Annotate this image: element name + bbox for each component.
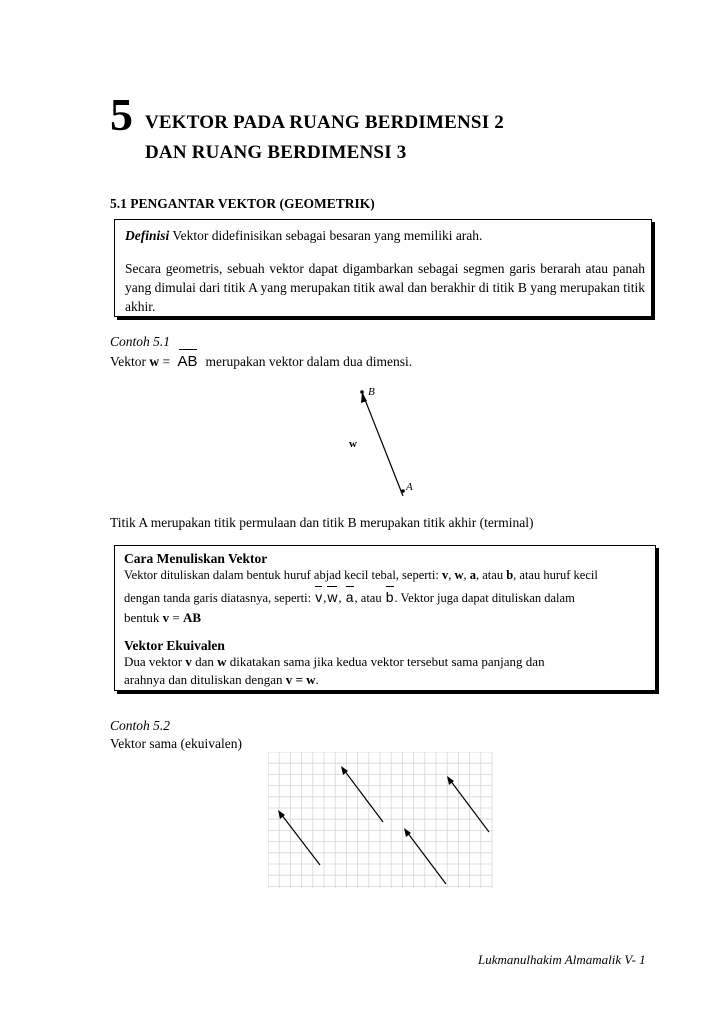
point-a: [401, 489, 405, 493]
example1-prefix: Vektor: [110, 354, 150, 369]
page-number: 1: [639, 952, 646, 967]
definition-term: Definisi: [125, 228, 170, 243]
equivalent-dan: dan: [191, 654, 218, 669]
equivalent-line2-dot: .: [315, 672, 319, 687]
definition-paragraph: Secara geometris, sebuah vektor dapat digambarkan sebagai segmen garis berarah atau panah yang dimulai dari titik A yang merupakan titik awal dan berakhir di titik B yang merupakan titik akhir.: [125, 261, 645, 314]
notation-line3-text: bentuk: [124, 610, 163, 625]
example2-subtitle: Vektor sama (ekuivalen): [110, 736, 242, 751]
notation-line1: [124, 568, 650, 583]
notation-line2-end: . Vektor juga dapat dituliskan dalam: [394, 591, 575, 605]
overline-b: b: [385, 589, 394, 605]
example1-line: [110, 353, 412, 370]
definition-box: [114, 219, 652, 317]
notation-sep: ,: [338, 591, 342, 605]
notation-comma: ,: [463, 568, 470, 582]
notation-line1-end: , atau huruf kecil: [513, 568, 598, 582]
overline-w: w: [327, 589, 338, 605]
equivalent-line2-text: arahnya dan dituliskan dengan: [124, 672, 286, 687]
notation-a: a: [469, 568, 476, 582]
equivalent-heading: Vektor Ekuivalen: [124, 638, 225, 653]
equivalent-line2-v: v: [285, 672, 293, 687]
overline-v: v: [315, 589, 323, 605]
footer: [478, 952, 646, 968]
notation-box: [114, 545, 656, 691]
equivalent-line1-end: dikatakan sama jika kedua vektor tersebut sama panjang dan: [226, 654, 545, 669]
equivalent-v: v: [185, 654, 192, 669]
chapter-number: 5: [110, 89, 133, 140]
notation-line3: [124, 610, 201, 626]
notation-b: b: [506, 568, 514, 582]
section-title: 5.1 PENGANTAR VEKTOR (GEOMETRIK): [110, 196, 375, 211]
notation-atau: , atau: [476, 568, 507, 582]
vector-w-figure: [340, 380, 440, 500]
footer-author: Lukmanulhakim Almamalik V-: [478, 952, 640, 967]
label-b: B: [368, 386, 375, 398]
chapter-title-line2: DAN RUANG BERDIMENSI 3: [145, 142, 407, 163]
chapter-title-line1: VEKTOR PADA RUANG BERDIMENSI 2: [145, 112, 504, 133]
grid-lines: [268, 752, 492, 888]
overline-a: a: [345, 589, 354, 605]
notation-comma: ,: [448, 568, 455, 582]
notation-v: v: [441, 568, 449, 582]
equivalent-w: w: [217, 654, 227, 669]
label-w: w: [349, 438, 357, 450]
equivalent-line2-w: w: [306, 672, 316, 687]
notation-line3-v: v: [162, 610, 170, 625]
definition-text: Vektor didefinisikan sebagai besaran yang memiliki arah.: [169, 228, 483, 243]
notation-heading: Cara Menuliskan Vektor: [124, 551, 268, 566]
example1-var: w: [149, 354, 160, 369]
example1-eq: =: [159, 354, 174, 369]
equivalent-line1: [124, 654, 545, 670]
example1-suffix: merupakan vektor dalam dua dimensi.: [205, 354, 413, 369]
equivalent-line2-eq: =: [292, 672, 307, 687]
example2-heading: Contoh 5.2: [110, 718, 171, 733]
notation-line2-text: dengan tanda garis diatasnya, seperti:: [124, 591, 315, 605]
notation-sep: , atau: [354, 591, 382, 605]
example1-heading: Contoh 5.1: [110, 334, 171, 349]
notation-w: w: [454, 568, 464, 582]
point-b: [360, 390, 364, 394]
notation-line1-text: Vektor dituliskan dalam bentuk huruf abjad kecil tebal, seperti:: [124, 568, 442, 582]
arrow-4: [447, 776, 489, 832]
arrow-1: [278, 810, 320, 865]
vector-w-shaft: [362, 392, 403, 496]
notation-sep: ,: [323, 591, 327, 605]
example1-caption: Titik A merupakan titik permulaan dan titik B merupakan titik akhir (terminal): [110, 515, 534, 530]
equivalent-line2: [124, 672, 319, 688]
notation-line2: [124, 589, 650, 606]
definition-line: [125, 228, 482, 244]
label-a: A: [406, 481, 413, 493]
notation-line3-eq: =: [169, 610, 183, 625]
equivalent-line1-text: Dua vektor: [124, 654, 186, 669]
example1-vector-ab: AB: [177, 353, 198, 370]
notation-line3-ab: AB: [182, 610, 202, 625]
equivalent-vectors-grid: [268, 752, 498, 892]
